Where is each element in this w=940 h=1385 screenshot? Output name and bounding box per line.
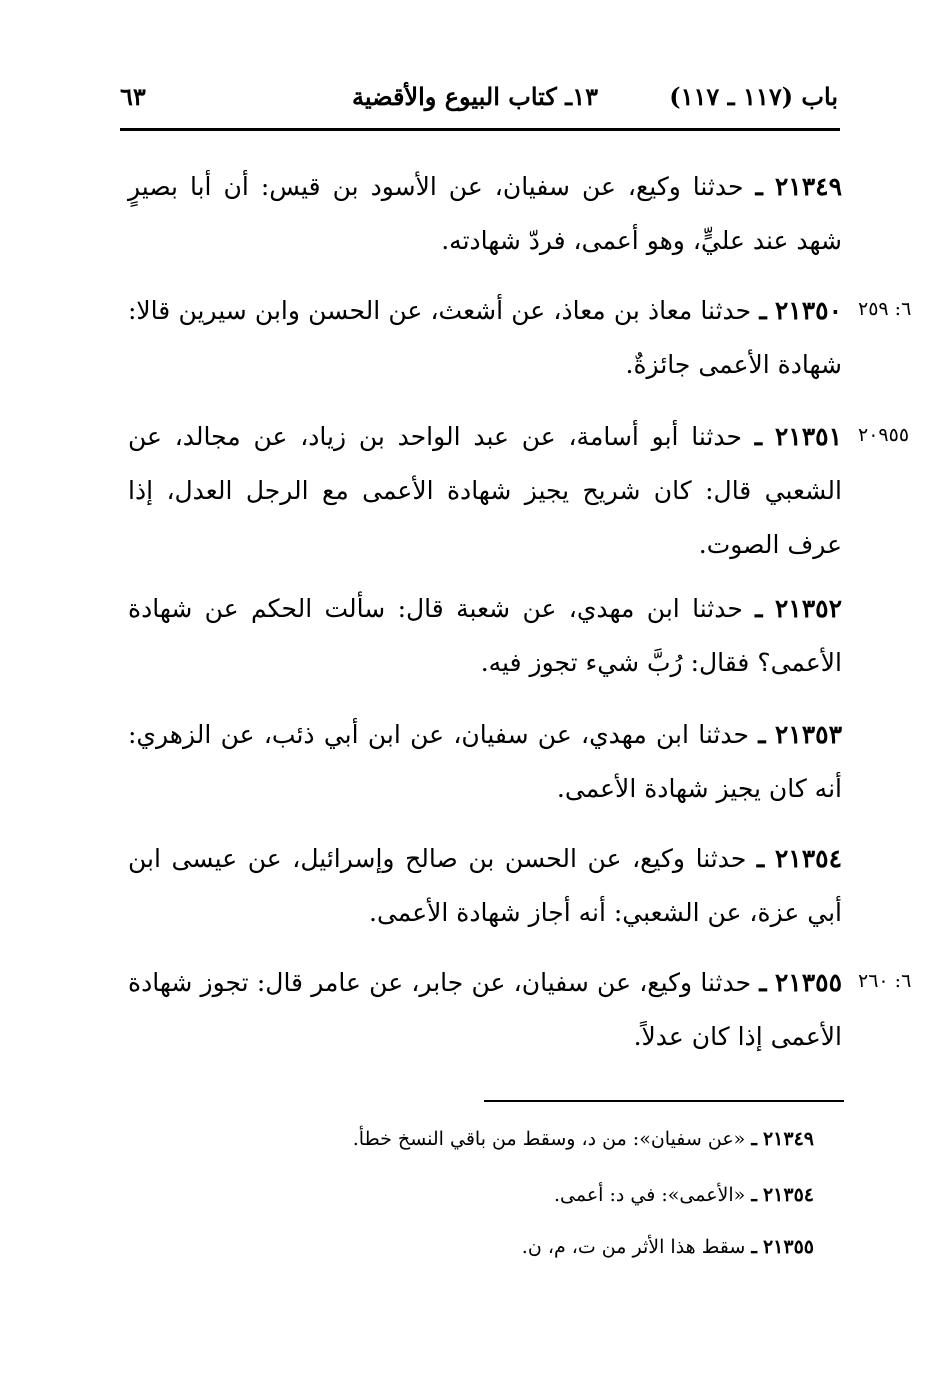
entry-text: حدثنا وكيع، عن سفيان، عن الأسود بن قيس: أن أبا بصيرٍ شهد عند عليٍّ، وهو أعمى، فردّ شهادته. (128, 172, 842, 255)
entry-number: ٢١٣٥٢ (774, 594, 843, 623)
entry-separator: ـ (759, 296, 767, 325)
entry-number: ٢١٣٥٣ (774, 720, 842, 749)
margin-reference: ٦: ٢٥٩ (858, 298, 912, 320)
entry-text: حدثنا ابن مهدي، عن شعبة قال: سألت الحكم عن شهادة الأعمى؟ فقال: رُبَّ شيء تجوز فيه. (128, 594, 842, 677)
hadith-entry (128, 956, 842, 1064)
entry-separator: ـ (755, 172, 763, 201)
footnote-number: ٢١٣٤٩ (762, 1128, 814, 1150)
entry-text: حدثنا معاذ بن معاذ، عن أشعث، عن الحسن وابن سيرين قالا: شهادة الأعمى جائزةٌ. (128, 296, 842, 379)
footnote-separator: ـ (751, 1128, 757, 1150)
entry-text: حدثنا وكيع، عن الحسن بن صالح وإسرائيل، عن عيسى ابن أبي عزة، عن الشعبي: أنه أجاز شهادة الأعمى. (128, 844, 842, 927)
page-number: ٦٣ (120, 82, 146, 111)
entry-text: حدثنا أبو أسامة، عن عبد الواحد بن زياد، عن مجالد، عن الشعبي قال: كان شريح يجيز شهادة الأعمى مع الرجل العدل، إذا عرف الصوت. (128, 422, 842, 559)
header-rule (120, 128, 840, 131)
entry-separator: ـ (758, 720, 766, 749)
footnote-text: «الأعمى»: في د: أعمى. (553, 1184, 746, 1206)
footnote (353, 1128, 814, 1150)
footnote (554, 1184, 814, 1206)
entry-number: ٢١٣٥١ (774, 422, 843, 451)
footnote (522, 1236, 814, 1258)
entry-separator: ـ (754, 422, 763, 451)
entry-number: ٢١٣٥٠ (774, 296, 843, 325)
entry-number: ٢١٣٥٥ (774, 968, 842, 997)
margin-reference: ٦: ٢٦٠ (858, 970, 912, 992)
margin-reference: ٢٠٩٥٥ (858, 424, 910, 446)
hadith-entry (128, 160, 842, 268)
footnote-separator: ـ (751, 1184, 757, 1206)
running-header (120, 82, 838, 122)
entry-number: ٢١٣٥٤ (774, 844, 842, 873)
footnote-text: سقط هذا الأثر من ت، م، ن. (521, 1236, 746, 1258)
footnote-number: ٢١٣٥٥ (762, 1236, 814, 1258)
book-title: ١٣ـ كتاب البيوع والأقضية (352, 82, 598, 111)
footnote-number: ٢١٣٥٤ (762, 1184, 814, 1206)
entry-text: حدثنا ابن مهدي، عن سفيان، عن ابن أبي ذئب، عن الزهري: أنه كان يجيز شهادة الأعمى. (128, 720, 842, 803)
entry-number: ٢١٣٤٩ (774, 172, 843, 201)
entry-separator: ـ (756, 844, 765, 873)
footnote-text: «عن سفيان»: من د، وسقط من باقي النسخ خطأ. (352, 1128, 746, 1150)
entry-separator: ـ (759, 968, 767, 997)
hadith-entry (128, 582, 842, 690)
entry-text: حدثنا وكيع، عن سفيان، عن جابر، عن عامر قال: تجوز شهادة الأعمى إذا كان عدلاً. (128, 968, 842, 1051)
hadith-entry (128, 708, 842, 816)
hadith-entry (128, 284, 842, 392)
footnote-separator: ـ (751, 1236, 757, 1258)
chapter-title: باب (١١٧ ـ ١١٧) (669, 82, 838, 111)
hadith-entry (128, 410, 842, 572)
entry-separator: ـ (755, 594, 763, 623)
footnote-rule (484, 1100, 844, 1102)
hadith-entry (128, 832, 842, 940)
